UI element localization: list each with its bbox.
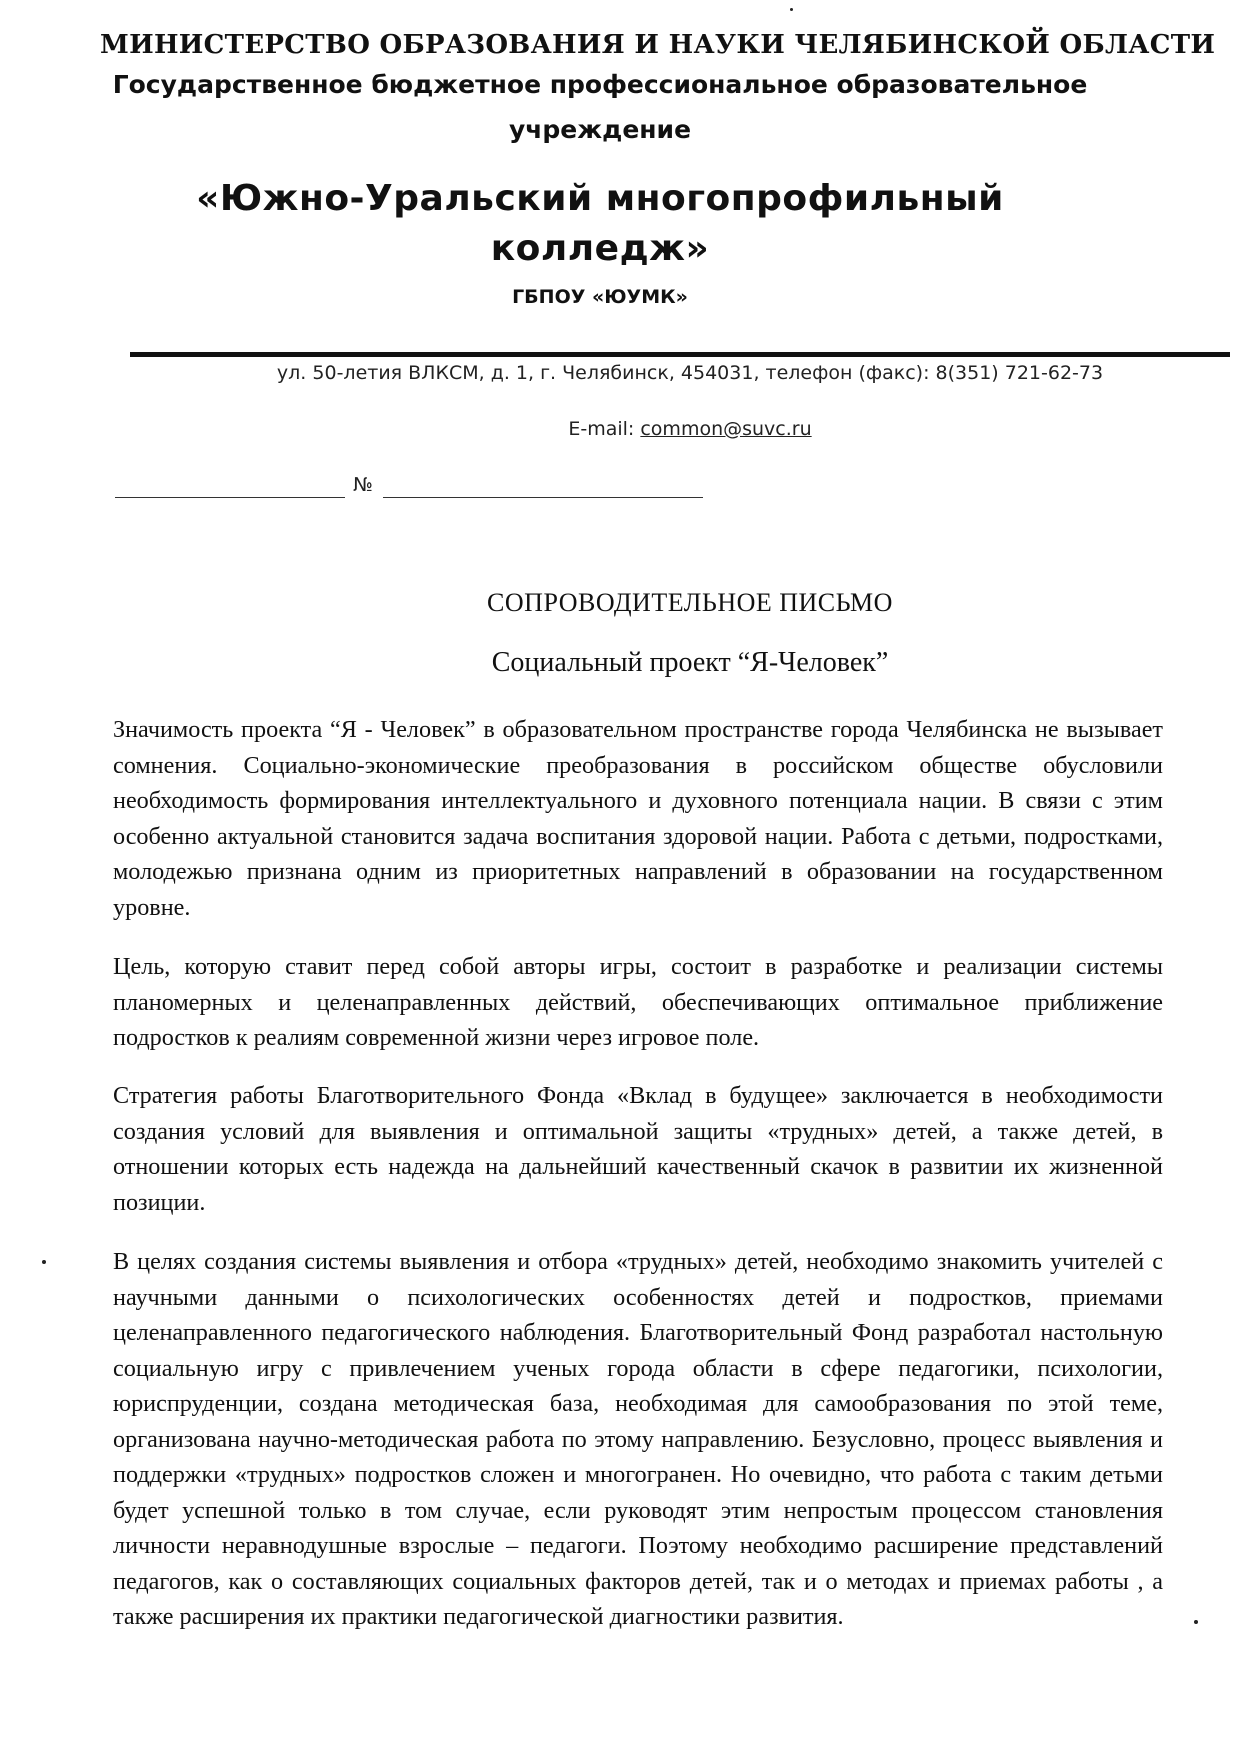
letter-subtitle: Социальный проект “Я-Человек” <box>491 647 889 678</box>
body-paragraph: Цель, которую ставит перед собой авторы игры, состоит в разработке и реализации системы планомерных и целенаправленных действий, обеспечивающих оптимальное приближение подростков к реалиям современной жизни через игровое поле. <box>113 953 1163 1051</box>
date-blank-line <box>115 497 345 498</box>
letter-title: СОПРОВОДИТЕЛЬНОЕ ПИСЬМО <box>487 588 893 617</box>
institution-type-line2: учреждение <box>508 115 692 144</box>
scan-speck <box>1194 1620 1198 1624</box>
letterhead-divider <box>130 352 1230 357</box>
email-line <box>70 418 1240 440</box>
number-sign: № <box>353 474 373 496</box>
body-paragraph: Стратегия работы Благотворительного Фонда «Вклад в будущее» заключается в необходимости создания условий для выявления и оптимальной защиты «трудных» детей, а также детей, в отношении которых есть надежда на дальнейший качественный скачок в развитии их жизненной позиции. <box>113 1082 1163 1216</box>
email-label: E-mail: <box>568 418 641 440</box>
address-line: ул. 50-летия ВЛКСМ, д. 1, г. Челябинск, 454031, телефон (факс): 8(351) 721-62-73 <box>276 362 1104 384</box>
scan-speck <box>790 8 793 11</box>
number-blank-line <box>383 497 703 498</box>
college-name-line1: «Южно-Уральский многопрофильный <box>196 178 1004 219</box>
scan-speck <box>42 1260 46 1264</box>
email-link[interactable]: common@suvc.ru <box>640 418 812 440</box>
institution-type-line1: Государственное бюджетное профессиональное образовательное <box>112 70 1088 99</box>
body-paragraph: Значимость проекта “Я - Человек” в образовательном пространстве города Челябинска не вызывает сомнения. Социально-экономические преобразования в российском обществе обусловили необходимость формирования интеллектуального и духовного потенциала нации. В связи с этим особенно актуальной становится задача воспитания здоровой нации. Работа с детьми, подростками, молодежью признана одним из приоритетных направлений в образовании на государственном уровне. <box>113 716 1163 921</box>
college-name-line2: колледж» <box>490 228 710 269</box>
ministry-heading: МИНИСТЕРСТВО ОБРАЗОВАНИЯ И НАУКИ ЧЕЛЯБИНСКОЙ ОБЛАСТИ <box>100 30 1216 60</box>
college-abbreviation: ГБПОУ «ЮУМК» <box>512 286 688 308</box>
body-paragraph: В целях создания системы выявления и отбора «трудных» детей, необходимо знакомить учителей с научными данными о психологических особенностях детей и подростков, приемами целенаправленного педагогического наблюдения. Благотворительный Фонд разработал настольную социальную игру с привлечением ученых города области в сфере педагогики, психологии, юриспруденции, создана методическая база, необходимая для самообразования по этой теме, организована научно-методическая работа по этому направлению. Безусловно, процесс выявления и поддержки «трудных» подростков сложен и многогранен. Но очевидно, что работа с таким детьми будет успешной только в том случае, если руководят этим непростым процессом становления личности неравнодушные взрослые – педагоги. Поэтому необходимо расширение представлений педагогов, как о составляющих социальных факторов детей, так и о методах и приемах работы , а также расширения их практики педагогической диагностики развития. <box>113 1248 1163 1630</box>
